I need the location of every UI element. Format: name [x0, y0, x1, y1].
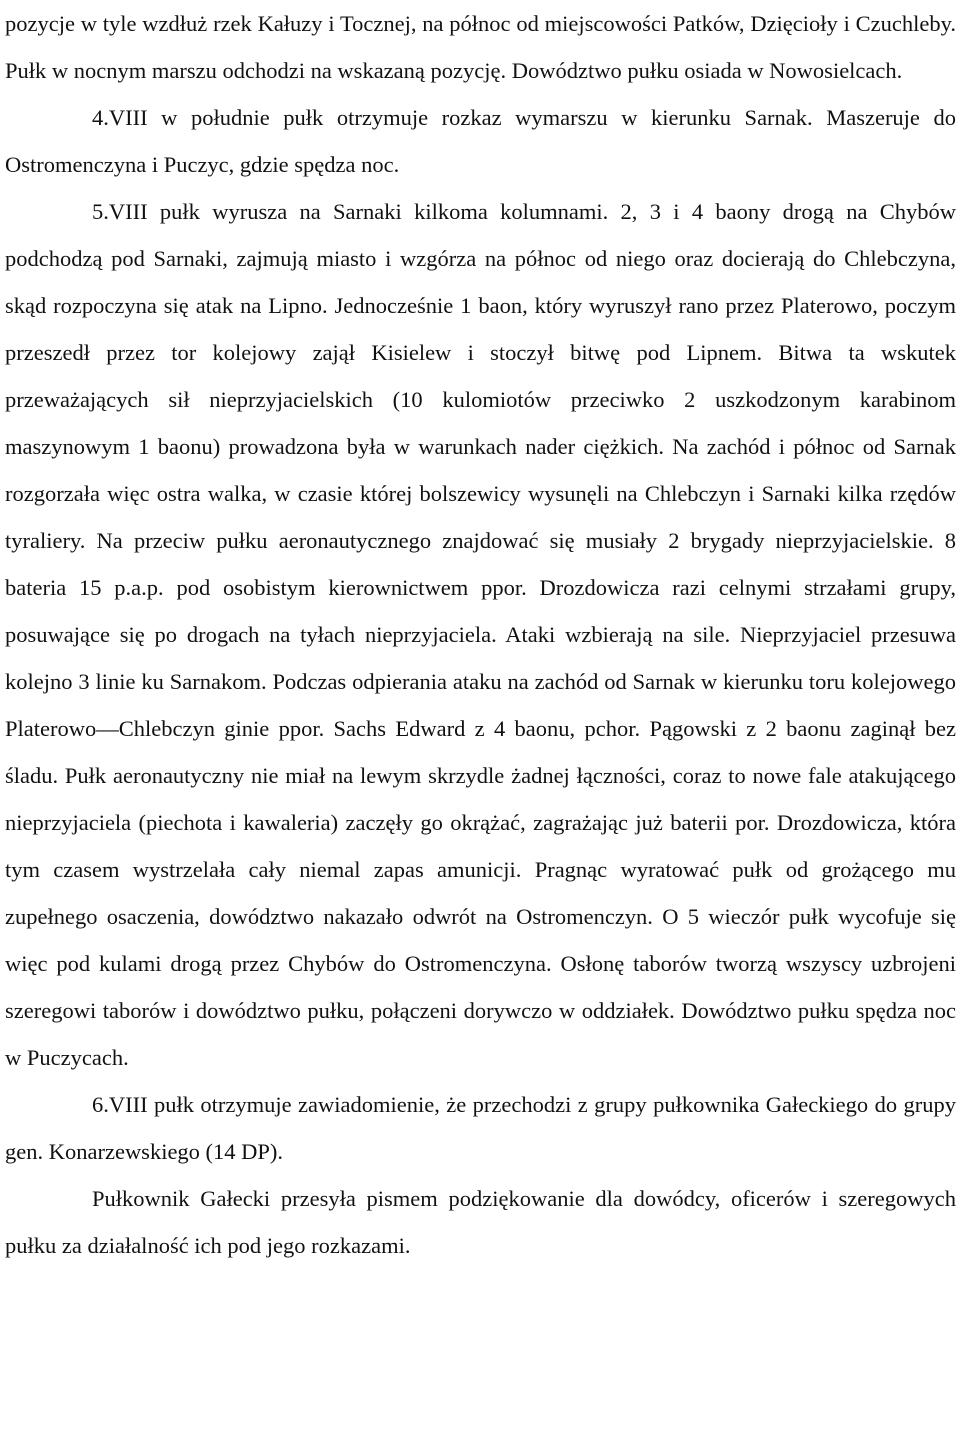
paragraph-6-viii: 6.VIII pułk otrzymuje zawiadomienie, że przechodzi z grupy pułkownika Gałeckiego do grupy gen. Konarzewskiego (14 DP). — [5, 1092, 956, 1164]
document-page — [5, 0, 956, 1269]
paragraph-thanks: Pułkownik Gałecki przesyła pismem podziękowanie dla dowódcy, oficerów i szeregowych pułku za działalność ich pod jego rozkazami. — [5, 1186, 956, 1258]
paragraph-5-viii: 5.VIII pułk wyrusza na Sarnaki kilkoma kolumnami. 2, 3 i 4 baony drogą na Chybów podchodzą pod Sarnaki, zajmują miasto i wzgórza na północ od niego oraz docierają do Chlebczyna, skąd rozpoczyna się atak na Lipno. Jednocześnie 1 baon, który wyruszył rano przez Platerowo, poczym przeszedł przez tor kolejowy zajął Kisielew i stoczył bitwę pod Lipnem. Bitwa ta wskutek przeważających sił nieprzyjacielskich (10 kulomiotów przeciwko 2 uszkodzonym karabinom maszynowym 1 baonu) prowadzona była w warunkach nader ciężkich. Na zachód i północ od Sarnak rozgorzała więc ostra walka, w czasie której bolszewicy wysunęli na Chlebczyn i Sarnaki kilka rzędów tyraliery. Na przeciw pułku aeronautycznego znajdować się musiały 2 brygady nieprzyjacielskie. 8 bateria 15 p.a.p. pod osobistym kierownictwem ppor. Drozdowicza razi celnymi strzałami grupy, posuwające się po drogach na tyłach nieprzyjaciela. Ataki wzbierają na sile. Nieprzyjaciel przesuwa kolejno 3 linie ku Sarnakom. Podczas odpierania ataku na zachód od Sarnak w kierunku toru kolejowego Platerowo—Chlebczyn ginie ppor. Sachs Edward z 4 baonu, pchor. Pągowski z 2 baonu zaginął bez śladu. Pułk aeronautyczny nie miał na lewym skrzydle żadnej łączności, coraz to nowe fale atakującego nieprzyjaciela (piechota i kawaleria) zaczęły go okrążać, zagrażając już baterii por. Drozdowicza, która tym czasem wystrzelała cały niemal zapas amunicji. Pragnąc wyratować pułk od grożącego mu zupełnego osaczenia, dowództwo nakazało odwrót na Ostromenczyn. O 5 wieczór pułk wycofuje się więc pod kulami drogą przez Chybów do Ostromenczyna. Osłonę taborów tworzą wszyscy uzbrojeni szeregowi taborów i dowództwo pułku, połączeni dorywczo w oddziałek. Dowództwo pułku spędza noc w Puczycach. — [5, 199, 956, 1070]
paragraph-continuation: pozycje w tyle wzdłuż rzek Kałuzy i Tocznej, na północ od miejscowości Patków, Dzięcioły i Czuchleby. Pułk w nocnym marszu odchodzi na wskazaną pozycję. Dowództwo pułku osiada w Nowosielcach. — [5, 11, 956, 83]
paragraph-4-viii: 4.VIII w południe pułk otrzymuje rozkaz wymarszu w kierunku Sarnak. Maszeruje do Ostromenczyna i Puczyc, gdzie spędza noc. — [5, 105, 956, 177]
